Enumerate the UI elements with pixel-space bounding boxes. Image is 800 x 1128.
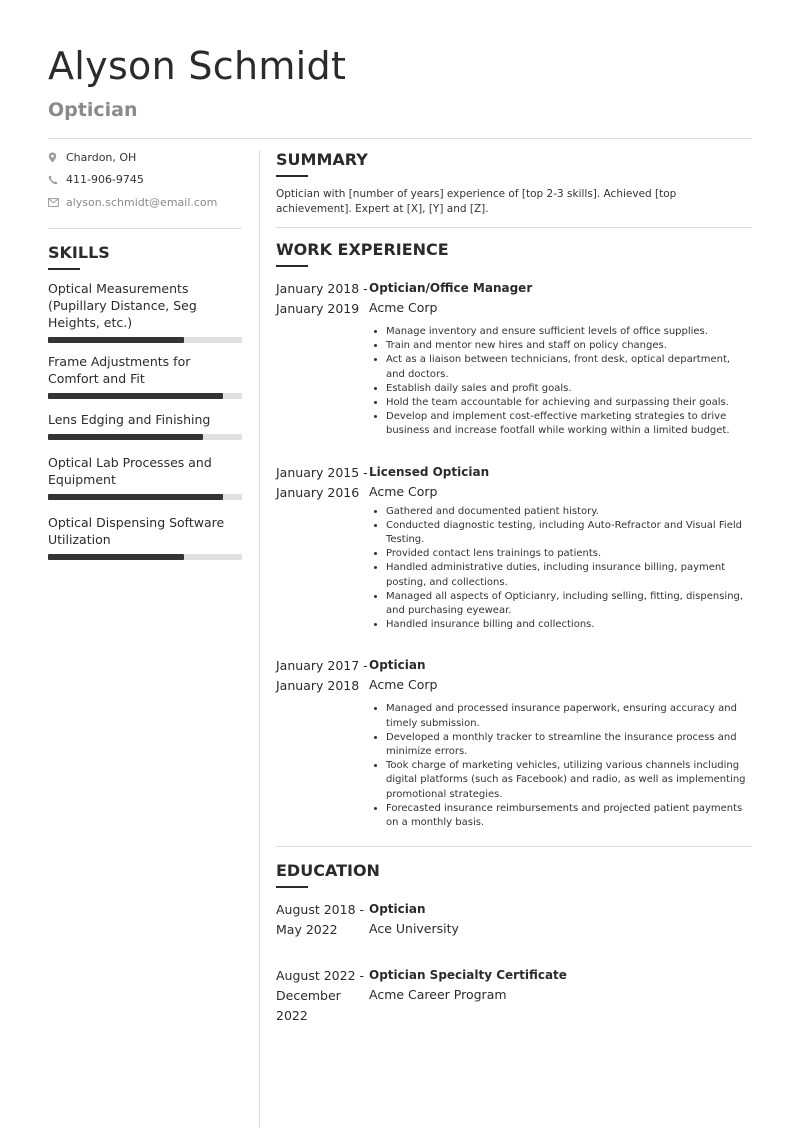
entry-company: Acme Corp <box>369 677 438 693</box>
bullet-item: • Act as a liaison between technicians, front desk, optical department, and doctors. <box>386 353 752 381</box>
entry-details <box>369 966 752 1026</box>
skill-level-fill <box>48 494 223 500</box>
job-title: Optician <box>48 99 138 121</box>
date-start: January 2017 - <box>276 658 368 674</box>
bullet-item: • Manage inventory and ensure sufficient levels of office supplies. <box>386 325 752 339</box>
skill-level-fill <box>48 434 203 440</box>
entry-bullets <box>369 505 752 633</box>
entry-role: Licensed Optician <box>369 464 490 479</box>
skill-level-fill <box>48 393 223 399</box>
location-text: Chardon, OH <box>66 150 137 164</box>
skill-level-fill <box>48 337 184 343</box>
entry-dates <box>276 463 369 503</box>
date-end: January 2016 <box>276 484 360 500</box>
skills-heading-underline <box>48 268 80 270</box>
column-divider <box>259 150 260 1128</box>
date-start: January 2018 - <box>276 281 368 296</box>
skill-item <box>48 411 242 440</box>
date-end: May 2022 <box>276 922 338 938</box>
sidebar-divider <box>48 228 242 229</box>
section-divider <box>276 846 752 847</box>
skill-level-fill <box>48 554 184 560</box>
date-start: January 2015 - <box>276 464 368 480</box>
entry-bullets <box>369 325 752 439</box>
experience-heading: WORK EXPERIENCE <box>276 240 449 259</box>
entry-role: Optician/Office Manager <box>369 281 533 295</box>
entry-role: Optician <box>369 902 426 917</box>
bullet-item: • Train and mentor new hires and staff on policy changes. <box>386 339 752 353</box>
section-divider <box>276 227 752 228</box>
phone-text: 411-906-9745 <box>66 173 144 187</box>
entry-company: Acme Corp <box>369 300 438 315</box>
bullet-item: • Handled insurance billing and collections. <box>386 618 752 632</box>
contact-list <box>48 146 242 214</box>
header-divider <box>48 138 752 139</box>
entry-role: Optician <box>369 658 426 673</box>
sidebar <box>48 146 242 560</box>
date-start: August 2018 - <box>276 902 365 918</box>
bullet-item: • Managed all aspects of Opticianry, including selling, fitting, dispensing, and purchasing eyewear. <box>386 590 752 618</box>
bullet-item: • Handled administrative duties, including insurance billing, payment posting, and collections. <box>386 561 752 589</box>
experience-section <box>276 240 752 830</box>
date-start: August 2022 - <box>276 968 365 984</box>
bullet-item: • Managed and processed insurance paperwork, ensuring accuracy and timely submission. <box>386 702 752 730</box>
entry-details <box>369 900 752 940</box>
skill-item <box>48 514 242 560</box>
entry-details <box>369 463 752 503</box>
education-heading-underline <box>276 886 308 888</box>
phone-icon <box>48 175 66 185</box>
bullet-item: • Took charge of marketing vehicles, utilizing various channels including digital platforms (such as Facebook) and radio, as well as implementing promotional strategies. <box>386 759 752 802</box>
skill-level-bar <box>48 337 242 343</box>
skill-level-bar <box>48 393 242 399</box>
skill-item <box>48 280 242 343</box>
bullet-item: • Provided contact lens trainings to patients. <box>386 547 752 561</box>
skills-list <box>48 280 242 560</box>
entry-dates <box>276 656 369 696</box>
bullet-item: • Establish daily sales and profit goals. <box>386 382 752 396</box>
skill-level-bar <box>48 434 242 440</box>
skill-name: Lens Edging and Finishing <box>48 411 211 427</box>
summary-text: Optician with [number of years] experience of [top 2-3 skills]. Achieved [top achievement]. Expert at [X], [Y] and [Z]. <box>276 188 677 215</box>
contact-email <box>48 191 242 214</box>
skills-heading: SKILLS <box>48 242 110 262</box>
education-section <box>276 861 752 1026</box>
main-content <box>276 150 752 1026</box>
email-link[interactable]: alyson.schmidt@email.com <box>66 195 218 209</box>
skill-level-bar <box>48 494 242 500</box>
summary-heading: SUMMARY <box>276 150 368 169</box>
summary-heading-underline <box>276 175 308 177</box>
date-end: January 2018 <box>276 678 360 694</box>
entry-dates <box>276 279 369 319</box>
date-end: December 2022 <box>276 988 341 1024</box>
date-end: January 2019 <box>276 301 360 316</box>
skill-name: Optical Dispensing Software Utilization <box>48 514 225 547</box>
bullet-item: • Hold the team accountable for achieving and surpassing their goals. <box>386 396 752 410</box>
skill-name: Optical Lab Processes and Equipment <box>48 454 212 487</box>
bullet-item: • Conducted diagnostic testing, including Auto-Refractor and Visual Field Testing. <box>386 519 752 547</box>
bullet-item: • Forecasted insurance reimbursements and projected patient payments on a monthly basis. <box>386 802 752 830</box>
experience-entry <box>276 463 752 503</box>
skill-item <box>48 353 242 399</box>
experience-heading-underline <box>276 265 308 267</box>
bullet-item: • Gathered and documented patient history. <box>386 505 752 519</box>
skill-name: Optical Measurements (Pupillary Distance, Seg Heights, etc.) <box>48 280 197 330</box>
candidate-name: Alyson Schmidt <box>48 44 347 88</box>
entry-dates <box>276 966 369 1026</box>
skill-level-bar <box>48 554 242 560</box>
entry-role: Optician Specialty Certificate <box>369 968 567 983</box>
education-entry <box>276 900 752 940</box>
skill-item <box>48 454 242 500</box>
summary-section <box>276 150 752 217</box>
entry-details <box>369 656 752 696</box>
entry-bullets <box>369 702 752 830</box>
contact-phone <box>48 169 242 192</box>
skill-name: Frame Adjustments for Comfort and Fit <box>48 353 191 386</box>
entry-company: Acme Corp <box>369 483 438 499</box>
entry-school: Acme Career Program <box>369 987 507 1003</box>
entry-school: Ace University <box>369 921 459 937</box>
experience-entry <box>276 656 752 696</box>
envelope-icon <box>48 198 66 207</box>
bullet-item: • Developed a monthly tracker to streamline the insurance process and minimize errors. <box>386 731 752 759</box>
contact-location <box>48 146 242 169</box>
education-heading: EDUCATION <box>276 861 380 881</box>
location-pin-icon <box>48 152 66 163</box>
experience-entry <box>276 279 752 319</box>
entry-dates <box>276 900 369 940</box>
education-entry <box>276 966 752 1026</box>
bullet-item: • Develop and implement cost-effective marketing strategies to drive business and increase footfall while working within a limited budget. <box>386 410 752 438</box>
entry-details <box>369 279 752 319</box>
